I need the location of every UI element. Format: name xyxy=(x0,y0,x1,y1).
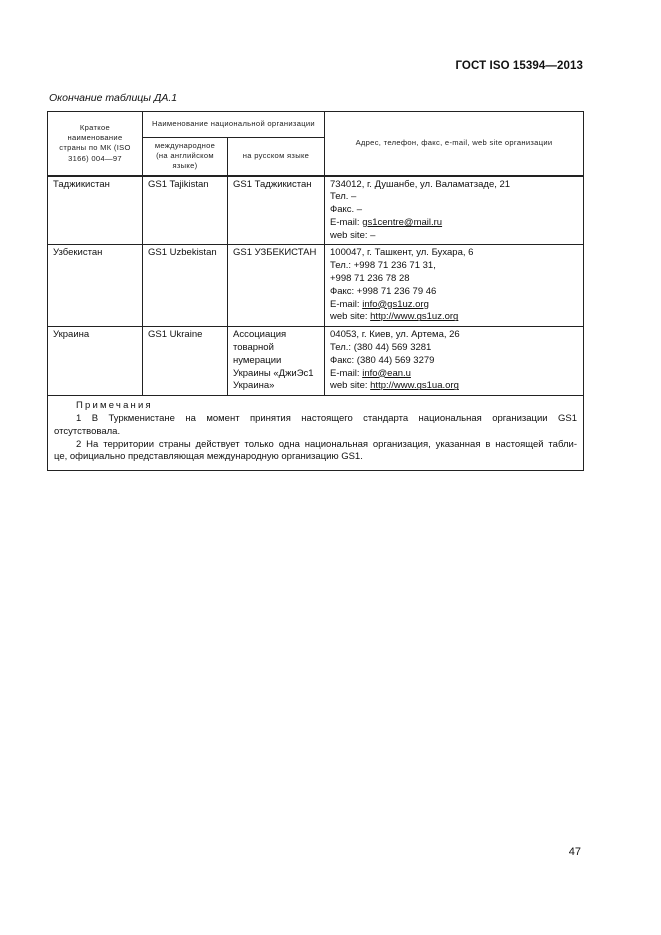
notes-title: Примечания xyxy=(76,400,153,412)
note-1-line-1: 1 В Туркменистане на момент принятия настоящего стандарта национальная организации GS1 xyxy=(76,413,577,425)
org-international-cell: GS1 Ukraine xyxy=(143,327,228,396)
email-line xyxy=(330,217,578,230)
page-number: 47 xyxy=(568,846,581,858)
country-cell: Таджикистан xyxy=(48,176,143,245)
email-link[interactable]: info@gs1uz.org xyxy=(362,298,429,310)
org-russian-cell xyxy=(228,327,325,396)
column-header-org-russian: на русском языке xyxy=(228,138,325,176)
email-label: E-mail: xyxy=(330,216,363,228)
organizations-table xyxy=(47,111,584,471)
table-caption: Окончание таблицы ДА.1 xyxy=(49,92,178,104)
website-label: web site: xyxy=(330,380,371,392)
email-label: E-mail: xyxy=(330,367,363,379)
email-label: E-mail: xyxy=(330,298,363,310)
email-link[interactable]: gs1centre@mail.ru xyxy=(362,216,443,228)
phone-line: Тел.: (380 44) 569 3281 xyxy=(330,342,432,354)
org-russian-line: Украина» xyxy=(233,380,275,392)
country-cell: Украина xyxy=(48,327,143,396)
address-line: 734012, г. Душанбе, ул. Валаматзаде, 21 xyxy=(330,178,511,190)
fax-line: Факс. – xyxy=(330,204,363,216)
address-cell xyxy=(325,327,584,396)
table-row xyxy=(48,245,584,327)
org-international-cell: GS1 Uzbekistan xyxy=(143,245,228,327)
org-international-cell: GS1 Tajikistan xyxy=(143,176,228,245)
column-header-country: Краткое наименование страны по МК (ISO 3166) 004—97 xyxy=(48,112,143,176)
website-line xyxy=(330,380,578,393)
address-cell xyxy=(325,245,584,327)
column-header-address: Адрес, телефон, факс, e-mail, web site организации xyxy=(325,112,584,176)
email-line xyxy=(330,299,578,312)
org-russian-cell: GS1 Таджикистан xyxy=(228,176,325,245)
org-russian-line: Украины «ДжиЭс1 xyxy=(233,367,314,379)
phone-line: Тел.: +998 71 236 71 31, xyxy=(330,260,436,272)
note-2-line-2: це, официально представляющая международную организацию GS1. xyxy=(54,451,363,463)
column-header-org-group: Наименование национальной организации xyxy=(143,112,325,138)
address-cell xyxy=(325,176,584,245)
table-row xyxy=(48,176,584,245)
email-link[interactable]: info@ean.u xyxy=(362,367,411,379)
phone-line: Тел. – xyxy=(330,191,357,203)
email-line xyxy=(330,368,578,381)
website-link[interactable]: http://www.gs1ua.org xyxy=(370,380,459,392)
notes-row xyxy=(48,396,584,471)
website-line: web site: – xyxy=(330,229,376,241)
org-russian-line: Ассоциация xyxy=(233,329,287,341)
note-2-line-1: 2 На территории страны действует только одна национальная организация, указанная в настоящей табли- xyxy=(76,438,577,450)
document-standard-header: ГОСТ ISO 15394—2013 xyxy=(455,60,583,72)
fax-line: Факс: +998 71 236 79 46 xyxy=(330,285,437,297)
website-line xyxy=(330,311,578,324)
country-cell: Узбекистан xyxy=(48,245,143,327)
org-russian-line: товарной xyxy=(233,342,274,354)
fax-line: Факс: (380 44) 569 3279 xyxy=(330,354,435,366)
address-line: 100047, г. Ташкент, ул. Бухара, 6 xyxy=(330,247,474,259)
table-row xyxy=(48,327,584,396)
notes-cell xyxy=(48,396,584,471)
website-label: web site: xyxy=(330,311,371,323)
phone-line-2: +998 71 236 78 28 xyxy=(330,273,410,285)
org-russian-cell: GS1 УЗБЕКИСТАН xyxy=(228,245,325,327)
website-link[interactable]: http://www.gs1uz.org xyxy=(370,311,459,323)
address-line: 04053, г. Киев, ул. Артема, 26 xyxy=(330,329,460,341)
note-1-line-2: отсутствовала. xyxy=(54,425,121,437)
org-russian-line: нумерации xyxy=(233,354,282,366)
column-header-org-international: международное (на английском языке) xyxy=(143,138,228,176)
